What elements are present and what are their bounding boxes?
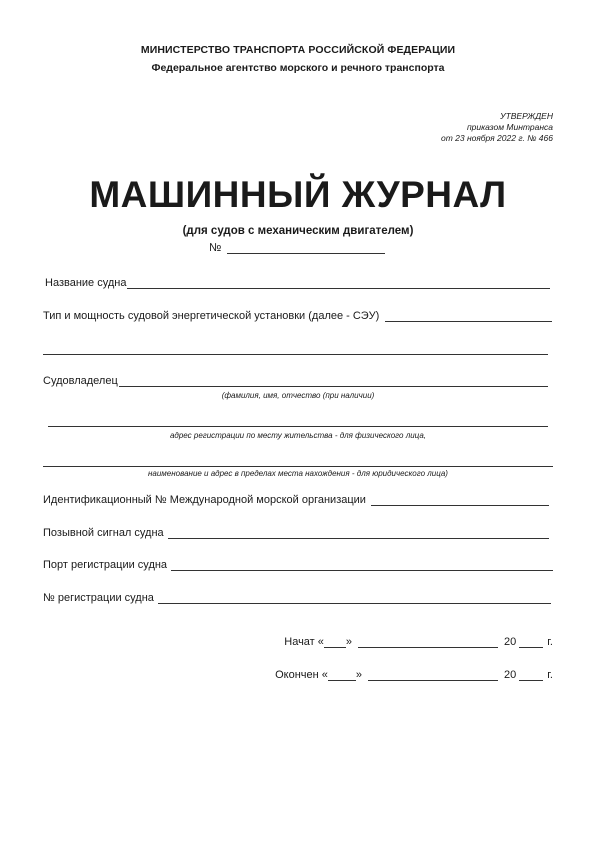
end-year-prefix: 20 (504, 669, 517, 681)
start-year-blank[interactable] (519, 637, 543, 648)
org-address-blank[interactable] (43, 456, 553, 467)
journal-number (209, 242, 385, 254)
reg-number-blank[interactable] (158, 593, 551, 604)
vessel-name-label: Название судна (45, 277, 127, 289)
approval-status: УТВЕРЖДЕН (500, 111, 553, 121)
port-label: Порт регистрации судна (43, 559, 168, 571)
end-date-row (275, 669, 553, 681)
owner-name-hint: (фамилия, имя, отчество (при наличии) (221, 391, 375, 400)
port-row (43, 559, 553, 571)
approval-order: приказом Минтранса (466, 122, 553, 132)
start-date-row (284, 636, 553, 648)
reg-number-row (43, 592, 551, 604)
start-quote-close: » (345, 636, 353, 648)
owner-label: Судовладелец (43, 375, 118, 387)
end-quote-close: » (355, 669, 363, 681)
end-year-suffix: г. (547, 669, 553, 681)
imo-row (43, 494, 549, 506)
imo-blank[interactable] (371, 495, 549, 506)
reg-number-label: № регистрации судна (43, 592, 154, 604)
number-label: № (209, 242, 222, 254)
power-plant-label: Тип и мощность судовой энергетической установки (далее - СЭУ) (43, 310, 380, 322)
vessel-name-row (45, 277, 550, 289)
end-day-blank[interactable] (328, 670, 356, 681)
end-year-blank[interactable] (519, 670, 543, 681)
document-title: МАШИННЫЙ ЖУРНАЛ (89, 174, 507, 215)
imo-label: Идентификационный № Международной морской организации (43, 494, 366, 506)
power-plant-blank-2[interactable] (43, 344, 548, 355)
start-month-blank[interactable] (358, 637, 498, 648)
vessel-name-blank[interactable] (127, 278, 550, 289)
call-sign-row (43, 527, 549, 539)
start-label: Начат « (284, 636, 324, 648)
org-address-row (43, 456, 553, 467)
ministry-heading: МИНИСТЕРСТВО ТРАНСПОРТА РОССИЙСКОЙ ФЕДЕРАЦИИ (140, 44, 456, 56)
owner-address-blank[interactable] (48, 416, 548, 427)
power-plant-row (43, 310, 552, 322)
start-year-suffix: г. (547, 636, 553, 648)
org-address-hint: наименование и адрес в пределах места нахождения - для юридического лица) (148, 469, 448, 478)
agency-heading: Федеральное агентство морского и речного транспорта (151, 62, 445, 74)
call-sign-label: Позывной сигнал судна (43, 527, 164, 539)
power-plant-row-2 (43, 344, 548, 355)
number-blank[interactable] (227, 243, 385, 254)
end-label: Окончен « (275, 669, 328, 681)
owner-row (43, 375, 548, 387)
start-year-prefix: 20 (504, 636, 517, 648)
approval-date: от 23 ноября 2022 г. № 466 (441, 133, 553, 143)
port-blank[interactable] (171, 560, 553, 571)
start-day-blank[interactable] (324, 637, 346, 648)
document-subtitle: (для судов с механическим двигателем) (182, 225, 414, 237)
owner-blank[interactable] (119, 376, 548, 387)
end-month-blank[interactable] (368, 670, 498, 681)
call-sign-blank[interactable] (168, 528, 549, 539)
owner-address-hint: адрес регистрации по месту жительства - для физического лица, (169, 431, 426, 440)
owner-address-row (48, 416, 548, 427)
power-plant-blank[interactable] (385, 311, 552, 322)
